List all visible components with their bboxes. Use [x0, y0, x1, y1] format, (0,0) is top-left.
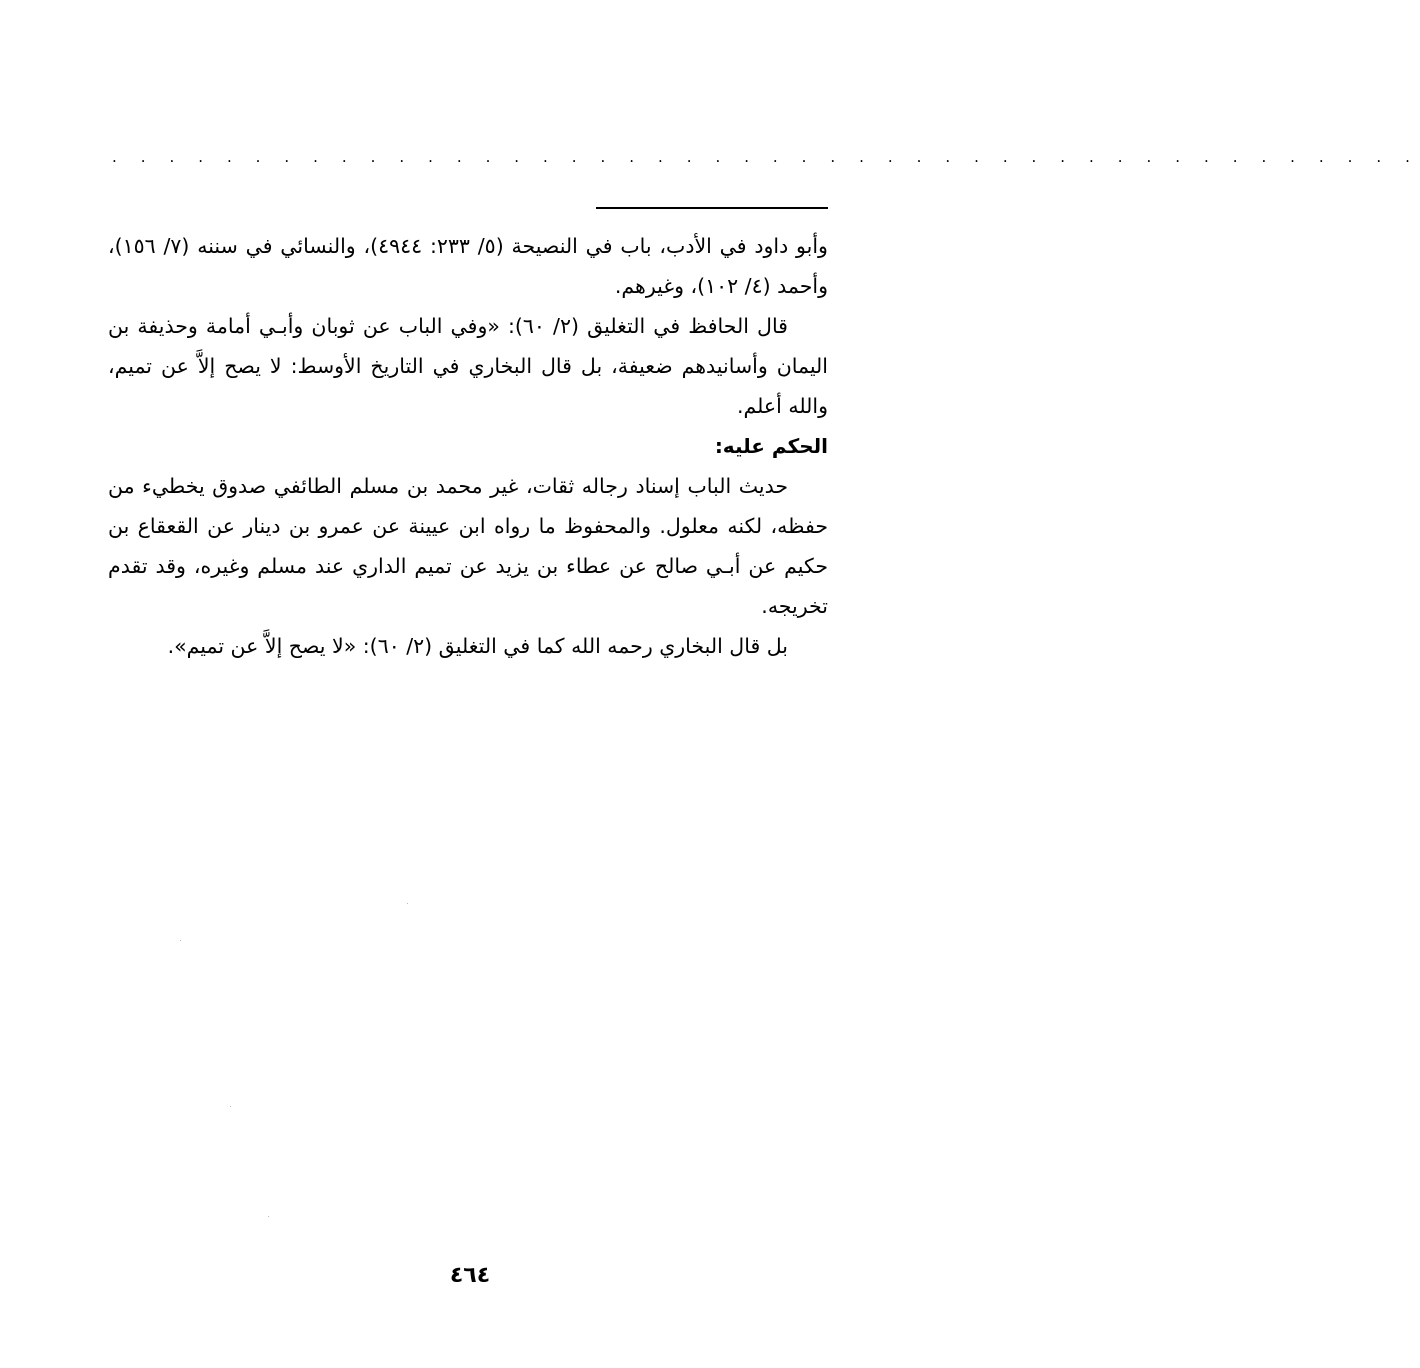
ruling-heading: الحكم عليه: — [714, 434, 828, 458]
bukhari-quote-paragraph: بل قال البخاري رحمه الله كما في التغليق (٢/ ٦٠): «لا يصح إلاَّ عن تميم». — [167, 634, 788, 658]
scan-speck — [180, 940, 181, 941]
page-number: ٤٦٤ — [449, 1263, 491, 1288]
footnote-separator-line — [596, 207, 828, 209]
dotted-separator: . . . . . . . . . . . . . . . . . . . . . . . . . . . . . . . . . . . . . . . . . . . . . . — [112, 148, 1420, 166]
footnote-hafiz-quote: قال الحافظ في التغليق (٢/ ٦٠): «وفي الباب عن ثوبان وأبـي أمامة وحذيفة بن اليمان وأسانيدهم ضعيفة، بل قال البخاري في التاريخ الأوسط: لا يصح إلاَّ عن تميم، والله أعلم. — [108, 314, 828, 418]
ruling-paragraph: حديث الباب إسناد رجاله ثقات، غير محمد بن مسلم الطائفي صدوق يخطيء من حفظه، لكنه معلول. والمحفوظ ما رواه ابن عيينة عن عمرو بن دينار عن القعقاع بن حكيم عن أبـي صالح عن عطاء بن يزيد عن تميم الداري عند مسلم وغيره، وقد تقدم تخريجه. — [108, 474, 828, 618]
scan-speck — [407, 903, 408, 904]
page-body — [108, 226, 828, 666]
footnote-citation: وأبو داود في الأدب، باب في النصيحة (٥/ ٢٣٣: ٤٩٤٤)، والنسائي في سننه (٧/ ١٥٦)، وأحمد (٤/ ١٠٢)، وغيرهم. — [108, 234, 828, 298]
scan-speck — [230, 1106, 231, 1107]
scan-speck — [268, 1216, 269, 1217]
